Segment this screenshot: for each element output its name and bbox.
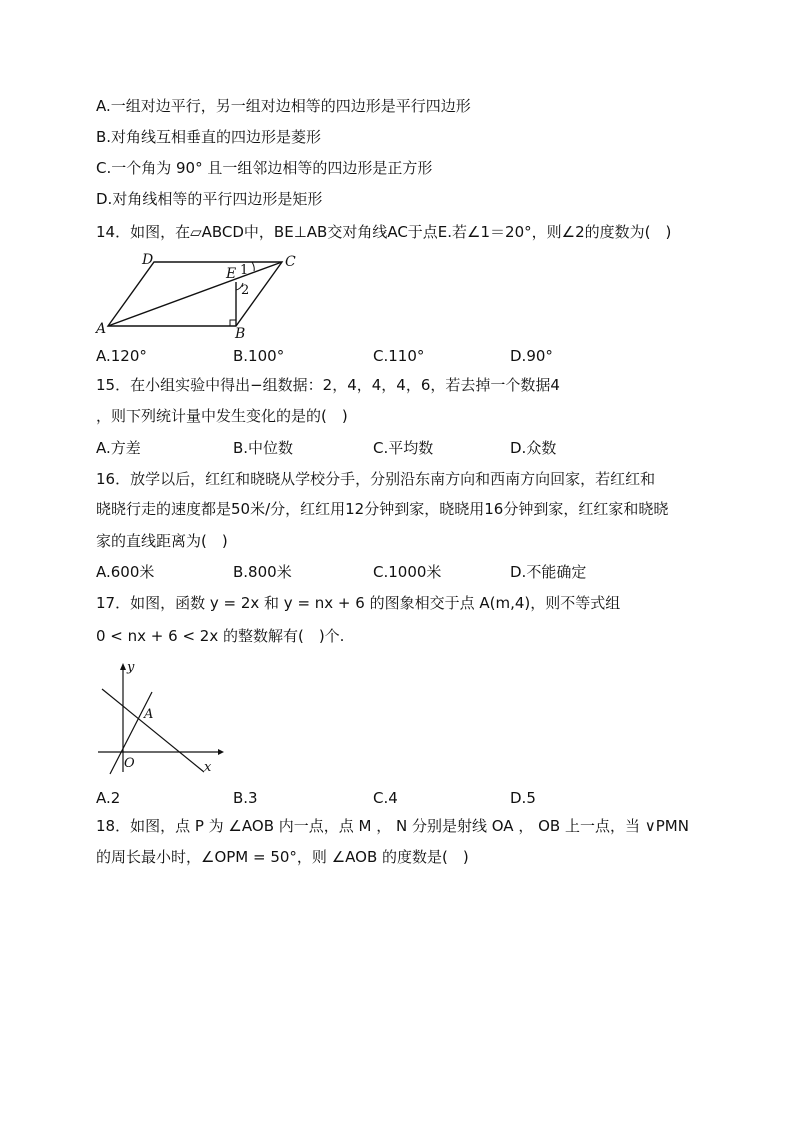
q17-option-c: C.4	[373, 789, 398, 807]
q14-option-a: A.120°	[96, 347, 147, 365]
label-c: C	[285, 254, 296, 270]
q16-stem-line3: 家的直线距离为( )	[96, 532, 228, 550]
q18-stem-line2: 的周长最小时，∠OPM = 50°，则 ∠AOB 的度数是( )	[96, 848, 469, 866]
origin-label: O	[124, 756, 135, 771]
label-e: E	[226, 266, 237, 282]
q15-stem-line1: 15．在小组实验中得出−组数据：2，4，4，4，6，若去掉一个数据4	[96, 376, 560, 394]
axis-label-y: y	[127, 660, 135, 675]
angle-1-arc	[252, 262, 254, 271]
q14-stem: 14．如图，在▱ABCD中，BE⊥AB交对角线AC于点E.若∠1＝20°，则∠2的度数为( )	[96, 223, 672, 241]
q15-option-a: A.方差	[96, 439, 141, 457]
q13-option-b: B.对角线互相垂直的四边形是菱形	[96, 128, 322, 146]
q15-option-d: D.众数	[510, 439, 557, 457]
q14-parallelogram-figure	[92, 250, 312, 342]
q16-stem-line2: 晓晓行走的速度都是50米/分，红红用12分钟到家，晓晓用16分钟到家，红红家和晓晓	[96, 500, 669, 518]
q13-option-a: A.一组对边平行，另一组对边相等的四边形是平行四边形	[96, 97, 471, 115]
q16-option-d: D.不能确定	[510, 563, 587, 581]
q16-option-c: C.1000米	[373, 563, 442, 581]
q13-option-c: C.一个角为 90° 且一组邻边相等的四边形是正方形	[96, 159, 433, 177]
q15-option-c: C.平均数	[373, 439, 434, 457]
q17-stem-line2: 0 < nx + 6 < 2x 的整数解有( )个.	[96, 627, 345, 645]
label-b: B	[235, 326, 246, 342]
q15-stem-line2: ，则下列统计量中发生变化的是的( )	[96, 407, 348, 425]
q17-option-b: B.3	[233, 789, 258, 807]
q14-option-c: C.110°	[373, 347, 425, 365]
label-d: D	[142, 252, 154, 268]
diagonal-ac	[108, 262, 282, 326]
label-angle-2: 2	[241, 283, 250, 298]
q17-option-d: D.5	[510, 789, 536, 807]
x-axis-arrow	[218, 749, 224, 755]
q13-option-d: D.对角线相等的平行四边形是矩形	[96, 190, 323, 208]
q17-stem-line1: 17．如图，函数 y = 2x 和 y = nx + 6 的图象相交于点 A(m,4)，则不等式组	[96, 594, 621, 612]
label-a: A	[96, 321, 107, 337]
q14-option-b: B.100°	[233, 347, 285, 365]
q16-option-a: A.600米	[96, 563, 155, 581]
label-angle-1: 1	[240, 263, 249, 278]
point-a-label: A	[144, 707, 154, 722]
q14-option-d: D.90°	[510, 347, 553, 365]
q17-graph-figure	[92, 656, 232, 778]
y-axis-arrow	[120, 663, 126, 670]
axis-label-x: x	[204, 760, 212, 775]
q15-option-b: B.中位数	[233, 439, 294, 457]
q16-option-b: B.800米	[233, 563, 292, 581]
q18-stem-line1: 18．如图，点 P 为 ∠AOB 内一点，点 M ， N 分别是射线 OA ， OB 上一点，当 ∨PMN	[96, 817, 689, 835]
q17-option-a: A.2	[96, 789, 121, 807]
q16-stem-line1: 16．放学以后，红红和晓晓从学校分手，分别沿东南方向和西南方向回家，若红红和	[96, 470, 656, 488]
